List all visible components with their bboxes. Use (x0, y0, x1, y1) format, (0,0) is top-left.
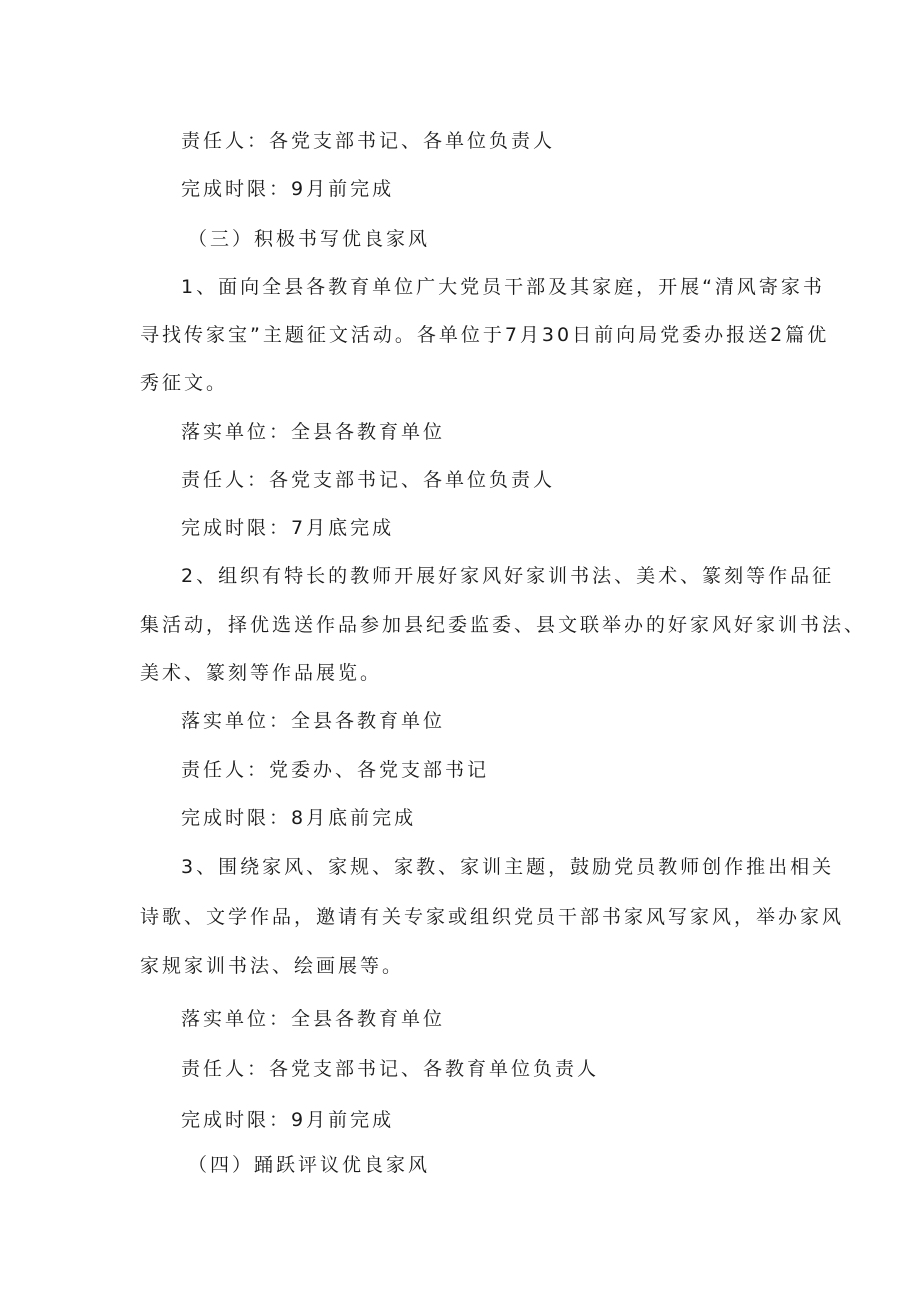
item1-line1: 1、面向全县各教育单位广大党员干部及其家庭，开展“清风寄家书 (181, 276, 825, 298)
item1-line2: 寻找传家宝”主题征文活动。各单位于7月30日前向局党委办报送2篇优 (140, 324, 830, 346)
item2-line2: 集活动，择优选送作品参加县纪委监委、县文联举办的好家风好家训书法、 (140, 614, 867, 636)
item1-responsible: 责任人：各党支部书记、各单位负责人 (181, 469, 556, 491)
item2-responsible: 责任人：党委办、各党支部书记 (181, 759, 490, 781)
block1-responsible: 责任人：各党支部书记、各单位负责人 (181, 130, 556, 152)
section3-heading: （三）积极书写优良家风 (188, 228, 431, 250)
item3-responsible: 责任人：各党支部书记、各教育单位负责人 (181, 1058, 600, 1080)
item3-line2: 诗歌、文学作品，邀请有关专家或组织党员干部书家风写家风，举办家风 (140, 906, 845, 928)
item3-unit: 落实单位：全县各教育单位 (181, 1008, 446, 1030)
item3-deadline: 完成时限：9月前完成 (181, 1109, 395, 1131)
item1-line3: 秀征文。 (140, 372, 229, 394)
item2-deadline: 完成时限：8月底前完成 (181, 807, 417, 829)
section4-heading: （四）踊跃评议优良家风 (188, 1154, 431, 1176)
item2-line1: 2、组织有特长的教师开展好家风好家训书法、美术、篆刻等作品征 (181, 565, 835, 587)
item3-line3: 家规家训书法、绘画展等。 (140, 955, 405, 977)
item2-unit: 落实单位：全县各教育单位 (181, 710, 446, 732)
item1-unit: 落实单位：全县各教育单位 (181, 421, 446, 443)
block1-deadline: 完成时限：9月前完成 (181, 178, 395, 200)
item2-line3: 美术、篆刻等作品展览。 (140, 662, 383, 684)
item3-line1: 3、围绕家风、家规、家教、家训主题，鼓励党员教师创作推出相关 (181, 856, 835, 878)
item1-deadline: 完成时限：7月底完成 (181, 517, 395, 539)
